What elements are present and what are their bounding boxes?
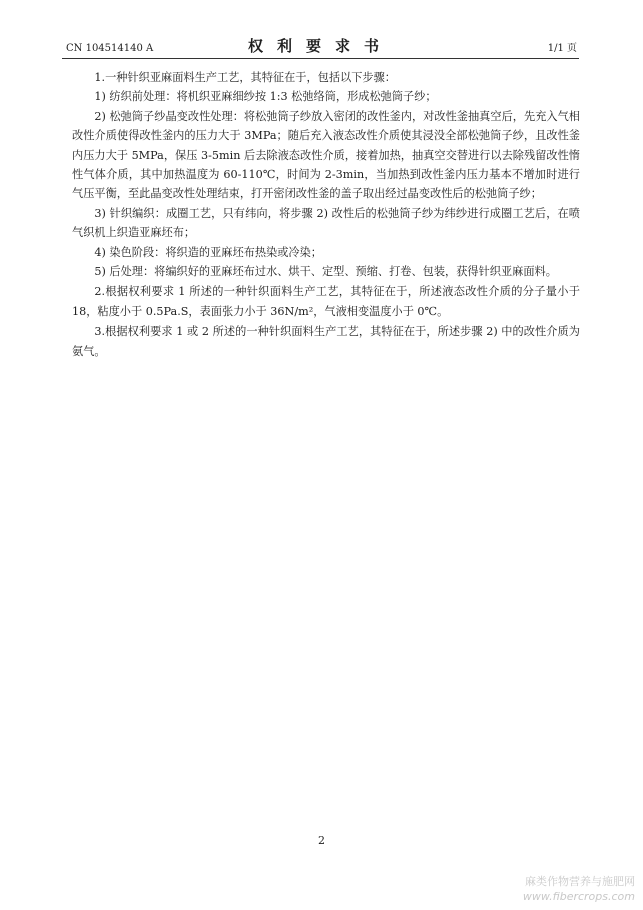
claim-1-intro: 1.一种针织亚麻面料生产工艺，其特征在于，包括以下步骤： <box>94 71 396 84</box>
claim-1-step-5: 5) 后处理：将编织好的亚麻坯布过水、烘干、定型、预缩、打卷、包装，获得针织亚麻面料。 <box>94 265 557 279</box>
watermark-text: 麻类作物营养与施肥网 <box>525 875 635 888</box>
claim-1-step-4: 4) 染色阶段：将织造的亚麻坯布热染或冷染； <box>94 245 322 259</box>
document-title: 权利要求书 <box>247 37 393 55</box>
publication-number: CN 104514140 A <box>66 43 154 54</box>
claim-1-step-3: 3) 针织编织：成圈工艺，只有纬向，将步骤 2) 改性后的松弛筒子纱为纬纱进行成圈工艺后，在喷气织机上织造亚麻坯布； <box>72 206 580 240</box>
claim-1-step-2: 2) 松弛筒子纱晶变改性处理：将松弛筒子纱放入密闭的改性釜内，对改性釜抽真空后，先充入气相改性介质使得改性釜内的压力大于 3MPa；随后充入液态改性介质使其浸没全部松弛筒子纱，且改性釜内压力大于 5MPa，保压 3-5min 后去除液态改性介质，接着加热，抽真空交替进行以去除残留改性惰性气体介质，其中加热温度为 60-110℃，时间为 2-3min，当加热到改性釜内压力基本不增加时进行气压平衡，至此晶变改性处理结束，打开密闭改性釜的盖子取出经过晶变改性后的松弛筒子纱； <box>72 109 580 201</box>
claim-3: 3.根据权利要求 1 或 2 所述的一种针织面料生产工艺，其特征在于，所述步骤 2) 中的改性介质为氨气。 <box>72 325 580 358</box>
claims-body <box>72 68 580 361</box>
watermark <box>475 874 635 904</box>
claim-2: 2.根据权利要求 1 所述的一种针织面料生产工艺，其特征在于，所述液态改性介质的分子量小于 18，粘度小于 0.5Pa.S，表面张力小于 36N/m²，气液相变温度小于 0℃。 <box>72 285 580 318</box>
page-number: 2 <box>318 834 325 847</box>
watermark-url: www.fibercrops.com <box>522 890 635 903</box>
document-header <box>62 36 579 59</box>
claim-1-step-1: 1) 纺织前处理：将机织亚麻细纱按 1:3 松弛络筒，形成松弛筒子纱； <box>94 90 437 104</box>
page-of-indicator: 1/1 页 <box>547 43 577 54</box>
